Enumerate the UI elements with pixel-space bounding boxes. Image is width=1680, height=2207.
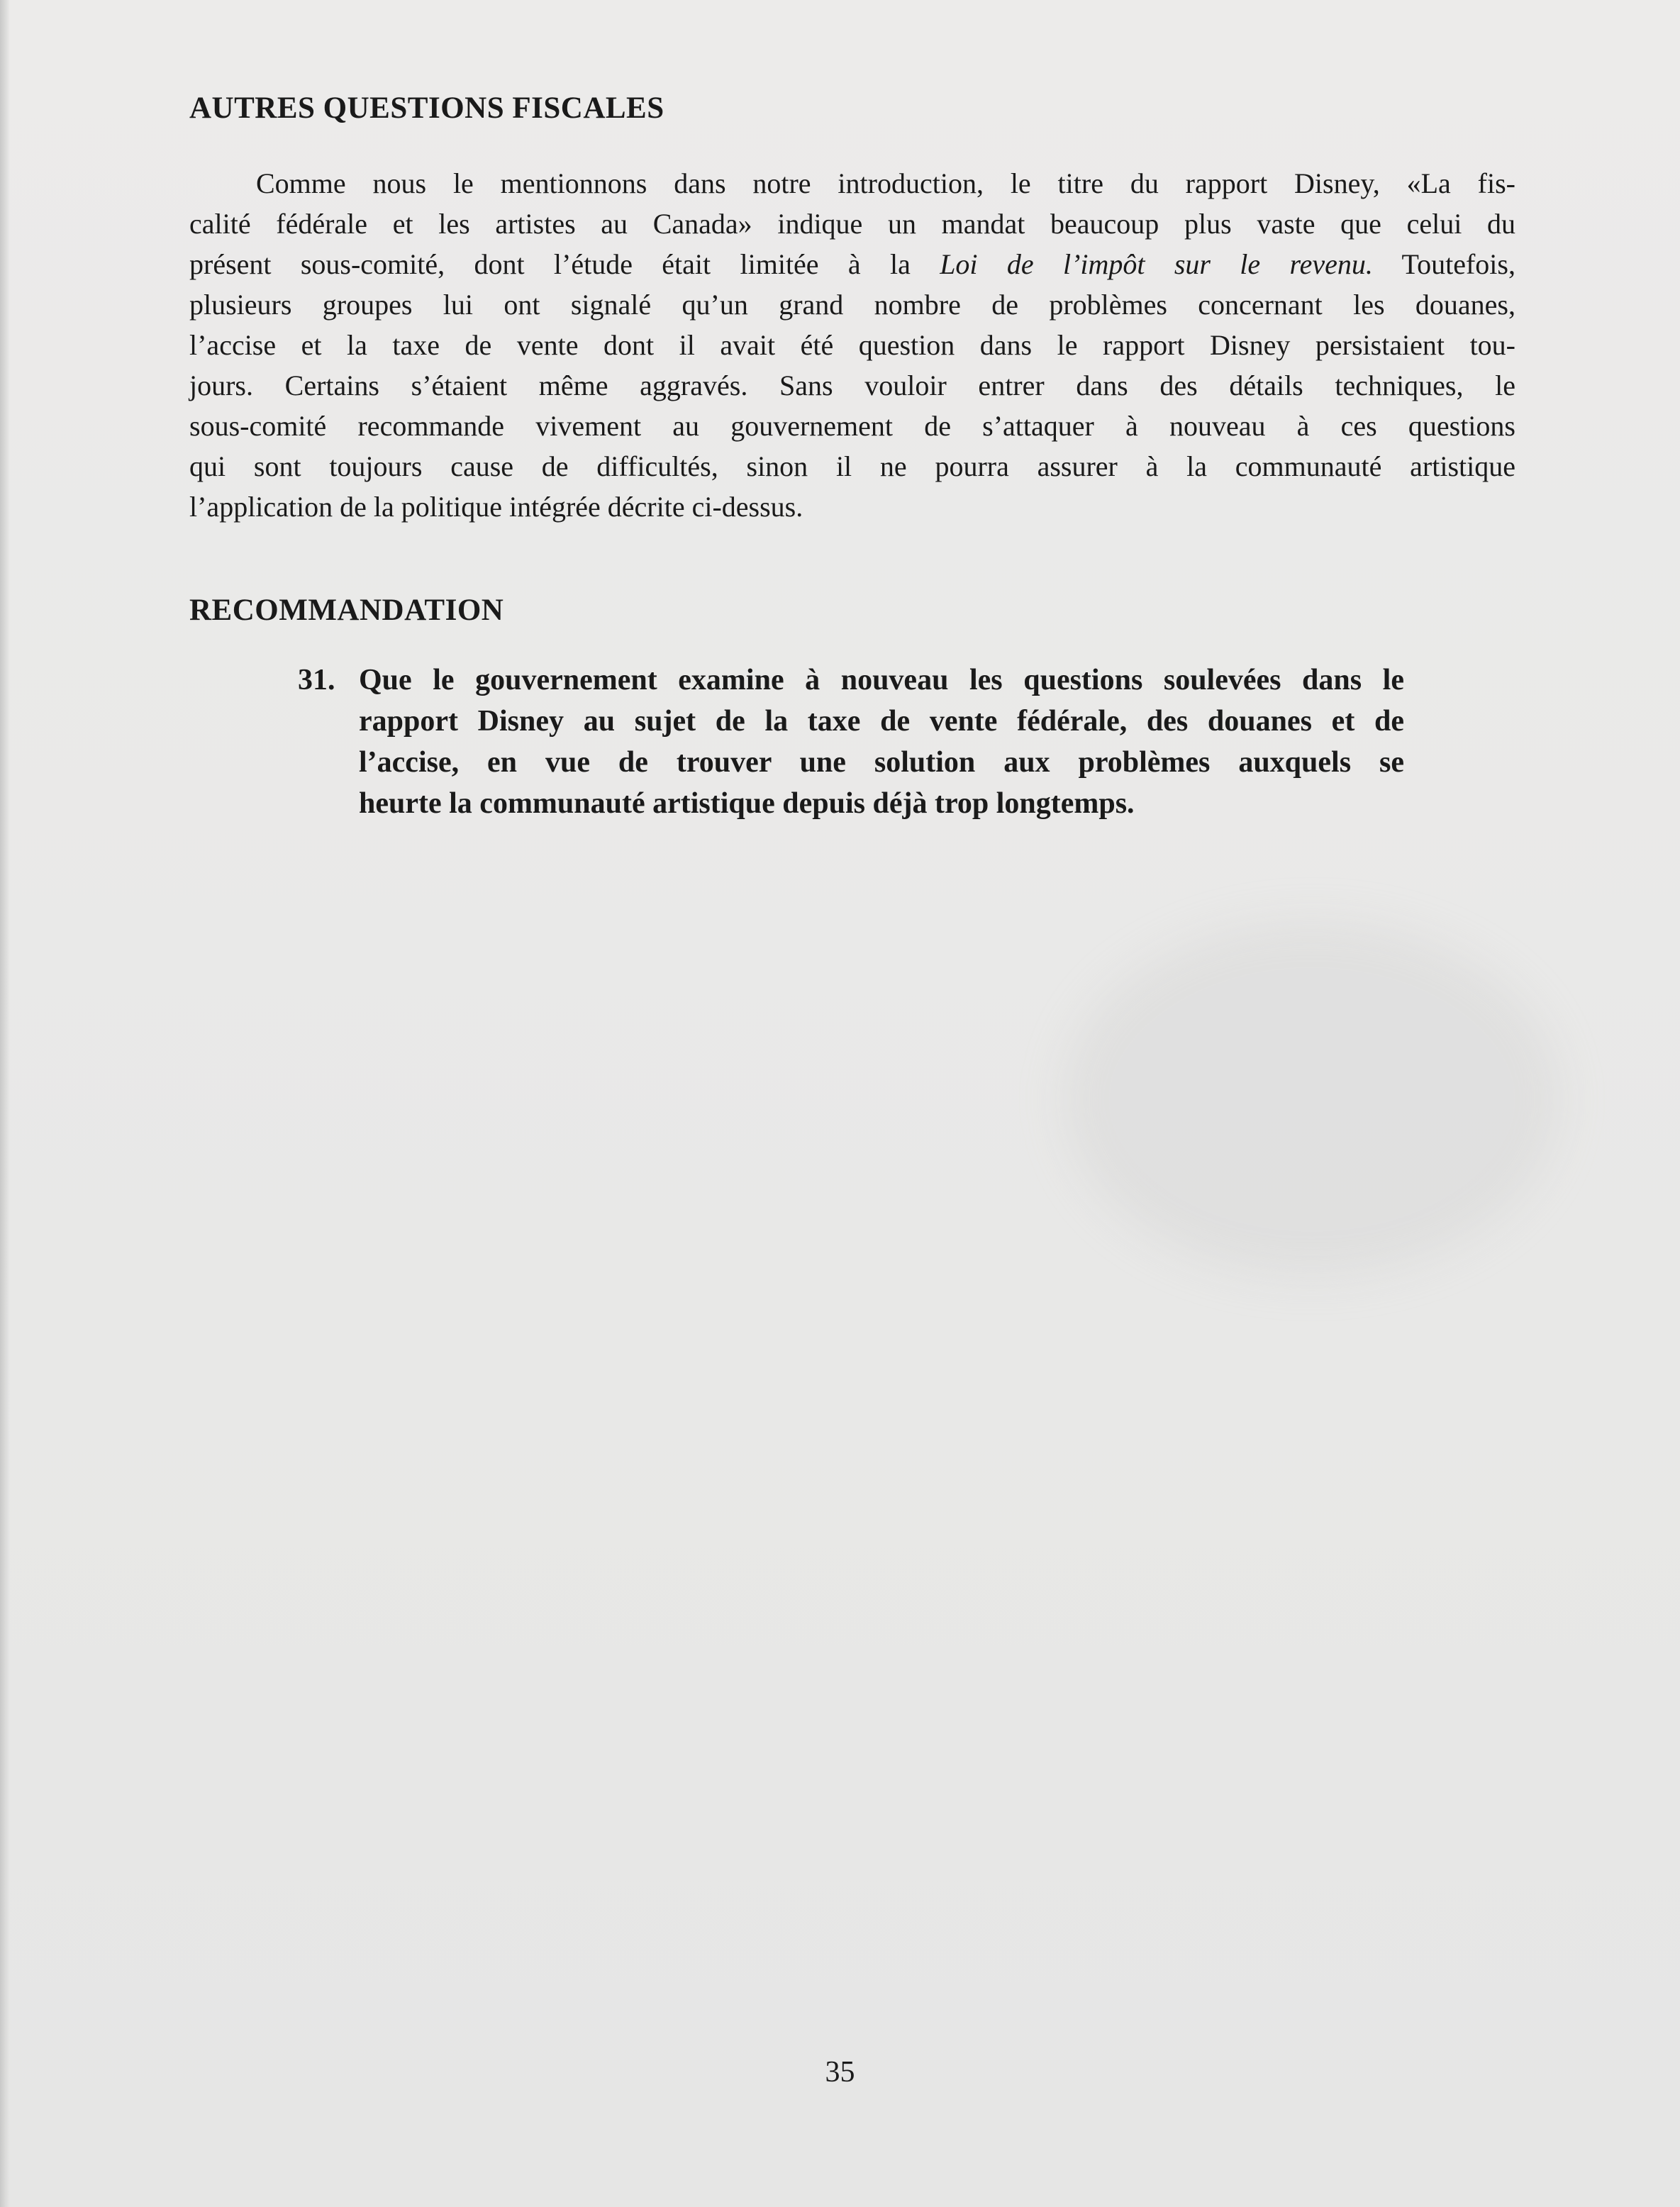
paragraph-line: jours. Certains s’étaient même aggravés. Sans vouloir entrer dans des détails techniques, le xyxy=(189,369,1515,401)
paragraph-line: l’application de la politique intégrée décrite ci-dessus. xyxy=(189,491,803,523)
law-title-italic: Loi de l’impôt sur le revenu. xyxy=(940,248,1373,280)
paragraph-line: plusieurs groupes lui ont signalé qu’un grand nombre de problèmes concernant les douanes, xyxy=(189,289,1515,321)
recommendation-text xyxy=(359,660,1404,824)
paragraph-line: l’accise et la taxe de vente dont il avait été question dans le rapport Disney persistaient tou- xyxy=(189,329,1515,361)
paragraph-line: Comme nous le mentionnons dans notre introduction, le titre du rapport Disney, «La fis- xyxy=(256,167,1515,199)
recommendation-line: Que le gouvernement examine à nouveau les questions soulevées dans le xyxy=(359,664,1404,696)
body-paragraph xyxy=(189,163,1515,527)
recommendation-number: 31. xyxy=(298,664,335,696)
paragraph-text: Toutefois, xyxy=(1372,248,1515,280)
paper-texture xyxy=(1064,922,1560,1277)
recommendation-line: rapport Disney au sujet de la taxe de vente fédérale, des douanes et de xyxy=(359,705,1404,738)
paragraph-line: sous-comité recommande vivement au gouvernement de s’attaquer à nouveau à ces questions xyxy=(189,410,1515,442)
page-number: 35 xyxy=(825,2056,855,2089)
recommendation-line: heurte la communauté artistique depuis déjà trop longtemps. xyxy=(359,787,1135,820)
paragraph-line: qui sont toujours cause de difficultés, sinon il ne pourra assurer à la communauté artistique xyxy=(189,450,1515,482)
paragraph-text: présent sous-comité, dont l’étude était limitée à la xyxy=(189,248,940,280)
recommendation-line: l’accise, en vue de trouver une solution aux problèmes auxquels se xyxy=(359,746,1404,779)
section-heading-recommandation: RECOMMANDATION xyxy=(189,594,504,627)
section-heading-autres-questions-fiscales: AUTRES QUESTIONS FISCALES xyxy=(189,91,664,125)
paragraph-line: calité fédérale et les artistes au Canada» indique un mandat beaucoup plus vaste que celui du xyxy=(189,208,1515,240)
paragraph-line xyxy=(189,244,1515,284)
scan-edge-shadow xyxy=(0,0,10,2207)
